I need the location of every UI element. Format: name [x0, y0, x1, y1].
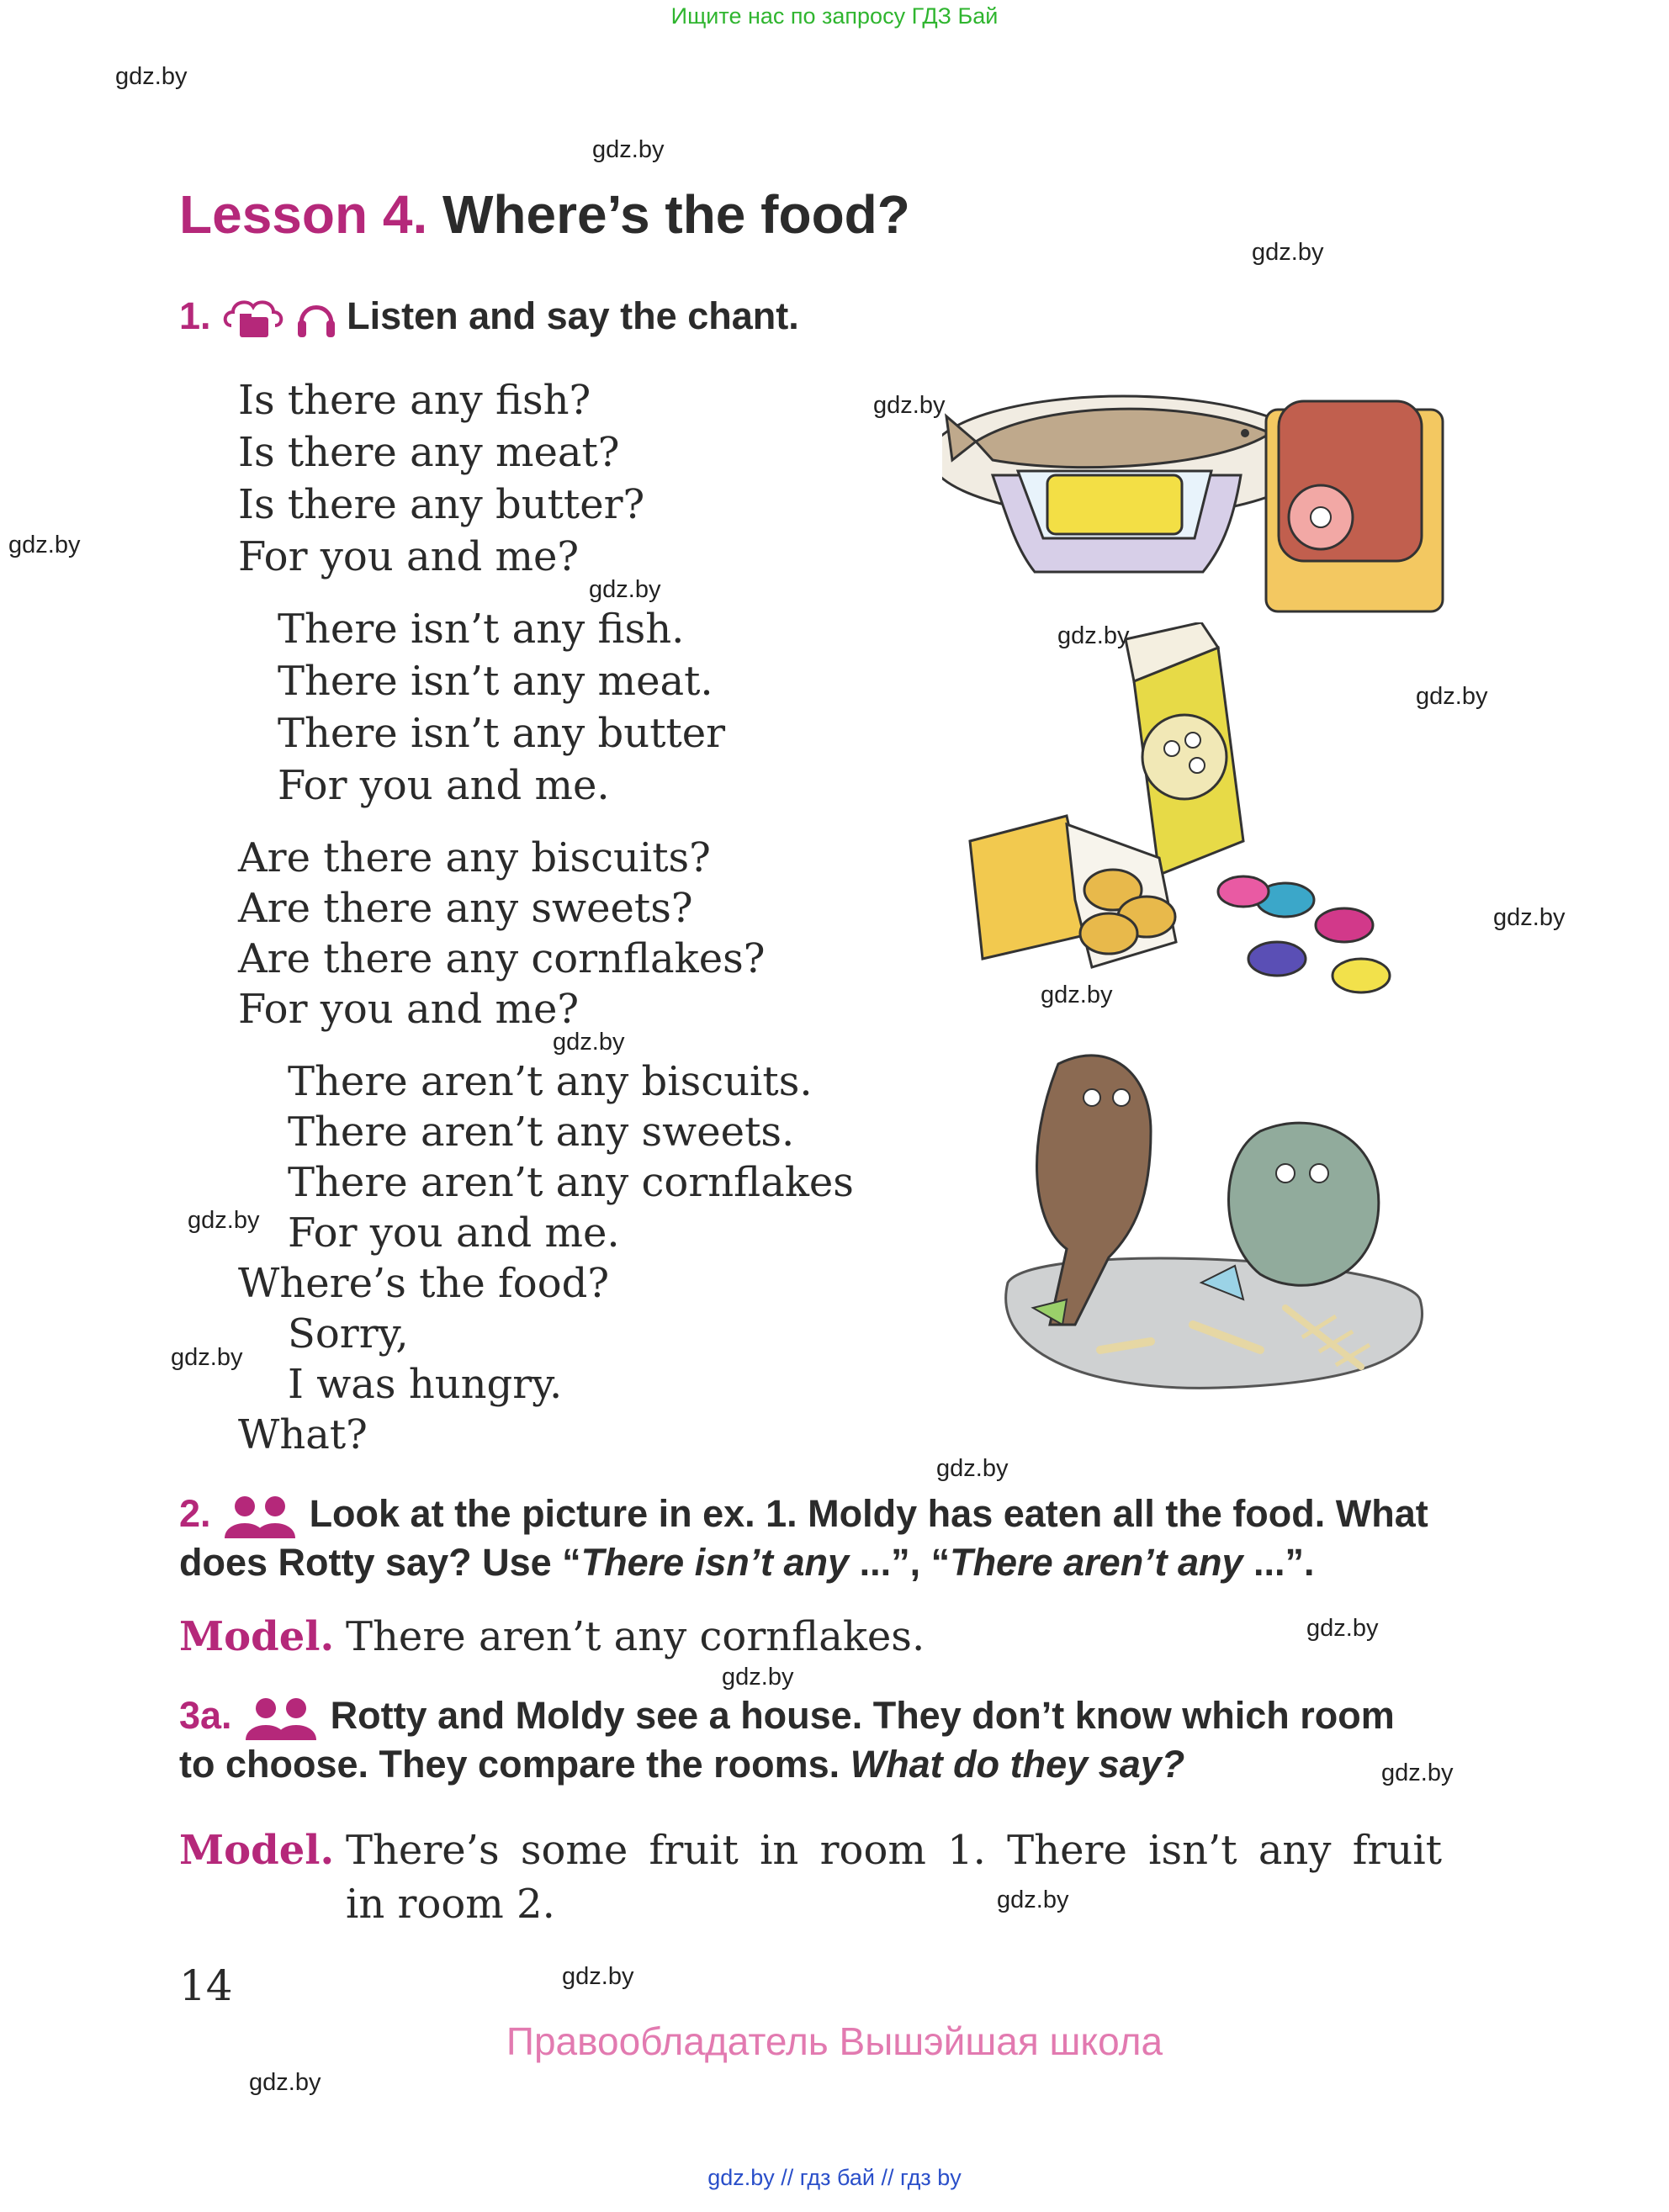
watermark: gdz.by: [562, 1963, 634, 1990]
chant-line: Is there any butter?: [238, 481, 645, 528]
ex1-number: 1.: [179, 294, 211, 337]
watermark: gdz.by: [592, 136, 665, 163]
chant-line: I was hungry.: [288, 1361, 563, 1408]
food-illustration-cornflakes-biscuits-sweets: [966, 622, 1437, 1009]
watermark: gdz.by: [115, 63, 188, 90]
ex3a-instruction-line2: [179, 1743, 1184, 1786]
ex2-text: ...”, “: [849, 1541, 951, 1584]
ex3a-question: What do they say?: [850, 1743, 1185, 1786]
chant-line: There isn’t any fish.: [278, 606, 685, 653]
chant-line: Where’s the food?: [238, 1260, 610, 1307]
ex3a-heading: [179, 1694, 1395, 1740]
ex2-text: ...”.: [1242, 1541, 1315, 1584]
lesson-question: Where’s the food?: [442, 184, 910, 245]
ex3a-number: 3a.: [179, 1694, 232, 1737]
watermark: gdz.by: [1252, 239, 1324, 266]
ex1-heading: [179, 294, 799, 342]
watermark: gdz.by: [873, 392, 946, 419]
watermark: gdz.by: [1416, 683, 1488, 710]
ex2-model-text: There aren’t any cornflakes.: [346, 1613, 925, 1660]
chant-line: For you and me?: [238, 533, 580, 580]
watermark: gdz.by: [1381, 1760, 1454, 1786]
chant-line: For you and me.: [278, 762, 610, 809]
chant-line: For you and me.: [288, 1209, 620, 1257]
watermark: gdz.by: [249, 2069, 321, 2096]
watermark: gdz.by: [1041, 982, 1113, 1008]
chant-line: Is there any meat?: [238, 429, 620, 476]
ex3a-text: to choose. They compare the rooms.: [179, 1743, 850, 1786]
ex2-model-label: Model.: [179, 1613, 335, 1660]
ex3a-model-label: Model.: [179, 1827, 335, 1874]
rotty-and-moldy-illustration: [983, 1030, 1437, 1400]
headphones-icon: [296, 295, 336, 342]
pair-work-icon: [221, 1495, 299, 1538]
pair-work-icon: [242, 1696, 320, 1740]
chant-line: There aren’t any biscuits.: [288, 1058, 813, 1105]
ex3a-instruction-line1: Rotty and Moldy see a house. They don’t know which room: [330, 1694, 1395, 1737]
watermark: gdz.by: [188, 1207, 260, 1234]
page-title: [179, 183, 910, 246]
ex2-number: 2.: [179, 1492, 211, 1535]
ex2-phrase-isnt: There isn’t any: [580, 1541, 850, 1584]
chant-line: Are there any cornflakes?: [238, 935, 766, 982]
chant-line: There isn’t any meat.: [278, 658, 713, 705]
food-illustration-fish-butter-meat: [942, 383, 1464, 618]
chant-line: There isn’t any butter: [278, 710, 726, 757]
watermark: gdz.by: [553, 1029, 625, 1056]
watermark: gdz.by: [171, 1344, 243, 1371]
watermark: gdz.by: [1306, 1615, 1379, 1642]
lesson-label: Lesson 4.: [179, 184, 428, 245]
ex2-text: does Rotty say? Use “: [179, 1541, 581, 1584]
watermark: gdz.by: [997, 1887, 1069, 1913]
ex3a-model-line1: There’s some fruit in room 1. There isn’t any fruit: [346, 1827, 1442, 1874]
ex2-instruction-line1: Look at the picture in ex. 1. Moldy has eaten all the food. What: [309, 1492, 1428, 1535]
top-banner: Ищите нас по запросу ГДЗ Бай: [670, 3, 999, 29]
ex2-heading: [179, 1492, 1428, 1538]
watermark: gdz.by: [589, 576, 661, 603]
watermark: gdz.by: [1057, 622, 1130, 649]
watermark: gdz.by: [1493, 904, 1566, 931]
watermark: gdz.by: [8, 532, 81, 558]
watermark: gdz.by: [936, 1455, 1009, 1482]
chant-line: Are there any biscuits?: [238, 834, 711, 881]
page-number: 14: [179, 1961, 233, 2010]
ex3a-model-line2: in room 2.: [346, 1881, 555, 1928]
ex2-instruction-line2: [179, 1541, 1315, 1585]
ex2-phrase-arent: There aren’t any: [950, 1541, 1243, 1584]
rights-holder: Правообладатель Вышэйшая школа: [506, 2019, 1163, 2063]
chant-line: For you and me?: [238, 986, 580, 1033]
cloud-folder-icon: [221, 295, 285, 342]
watermark: gdz.by: [722, 1664, 794, 1691]
chant-line: Are there any sweets?: [238, 885, 693, 932]
chant-line: What?: [238, 1411, 368, 1458]
chant-line: Is there any fish?: [238, 377, 591, 424]
chant-line: There aren’t any cornflakes: [288, 1159, 854, 1206]
chant-line: There aren’t any sweets.: [288, 1109, 795, 1156]
footer-links[interactable]: gdz.by // гдз бай // гдз by: [707, 2165, 962, 2190]
ex1-instruction: Listen and say the chant.: [347, 294, 799, 337]
chant-line: Sorry,: [288, 1310, 409, 1357]
